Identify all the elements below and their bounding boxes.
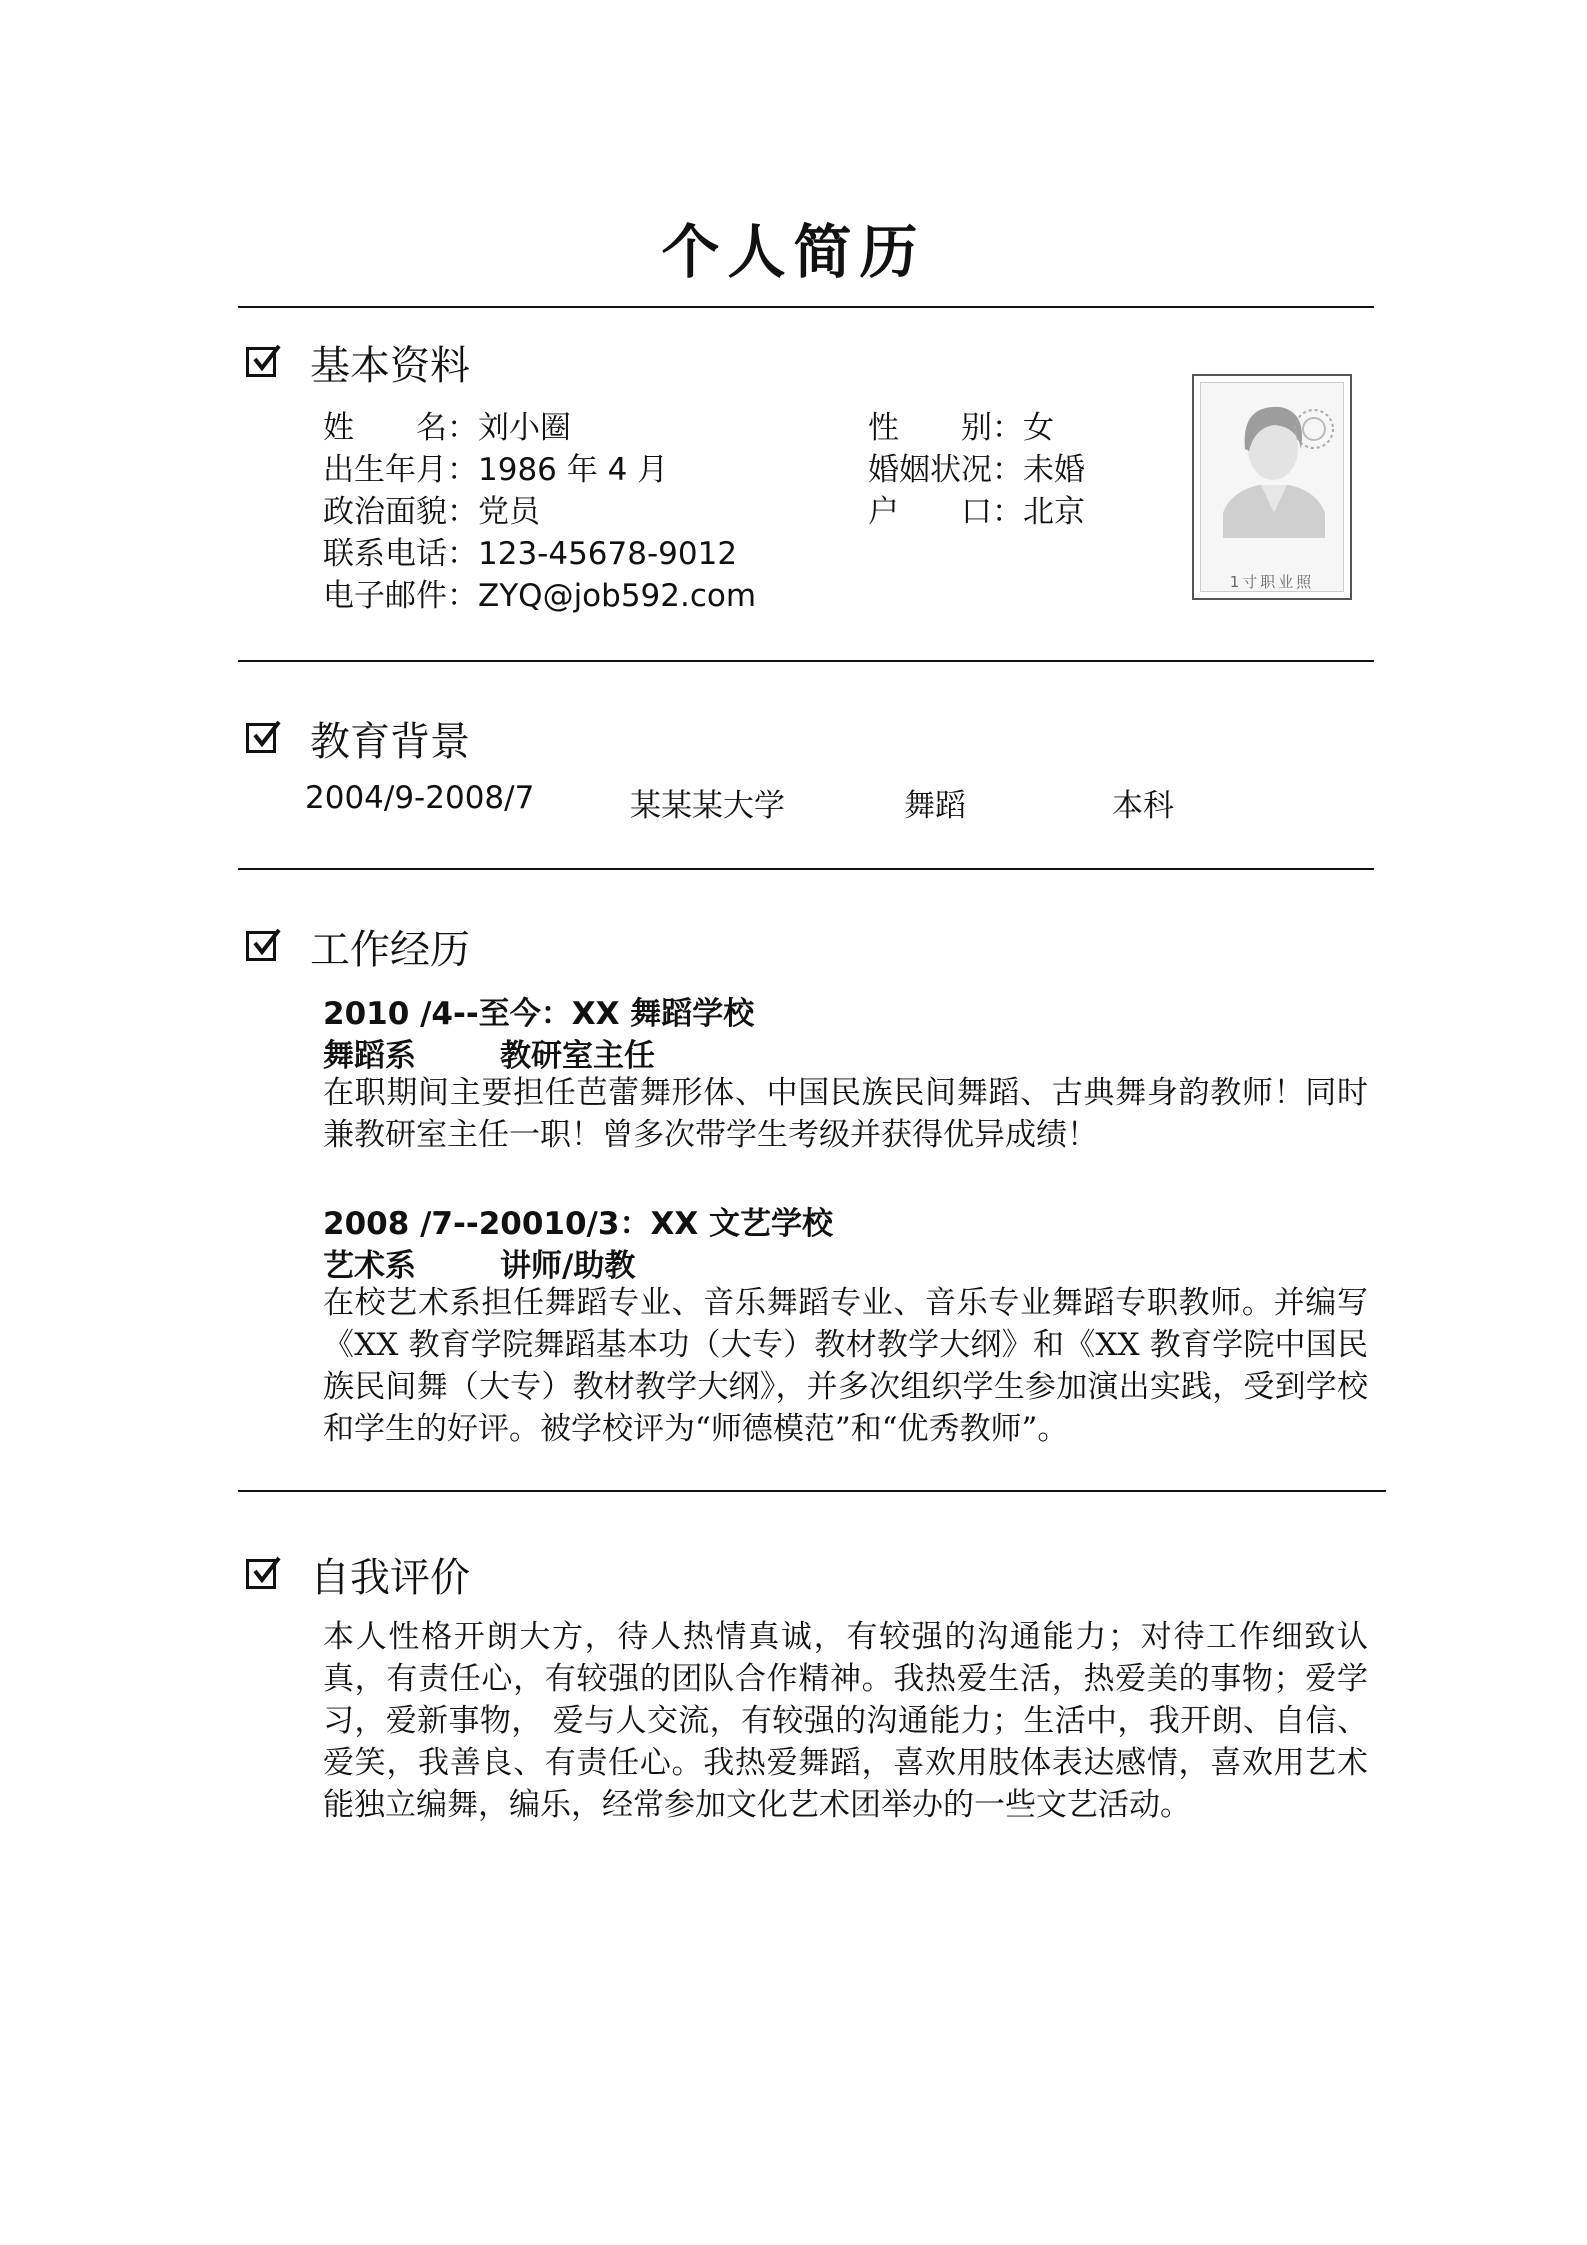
self-evaluation: 本人性格开朗大方，待人热情真诚，有较强的沟通能力；对待工作细致认真，有责任心，有较强的团队合作精神。我热爱生活，热爱美的事物；爱学习，爱新事物， 爱与人交流，有较强的沟通能力；生活中，我开朗、自信、爱笑，我善良、有责任心。我热爱舞蹈，喜欢用肢体表达感情，喜欢用艺术能独立编舞，编乐，经常参加文化艺术团举办的一些文艺活动。 [323, 1619, 1368, 1823]
field-email: 电子邮件：ZYQ@job592.com [323, 578, 757, 614]
checkbox-icon [246, 723, 276, 753]
edu-period: 2004/9-2008/7 [305, 780, 535, 816]
checkbox-icon [246, 931, 276, 961]
field-name: 姓 名：刘小圈 [323, 410, 571, 446]
field-birth: 出生年月：1986 年 4 月 [323, 452, 669, 488]
profile-photo [1192, 374, 1352, 600]
job-description: 在职期间主要担任芭蕾舞形体、中国民族民间舞蹈、古典舞身韵教师！同时兼教研室主任一职！曾多次带学生考级并获得优异成绩！ [323, 1075, 1368, 1153]
edu-school: 某某某大学 [630, 788, 785, 824]
divider [238, 306, 1374, 308]
section-heading-work [246, 918, 470, 974]
page-title: 个人简历 [661, 218, 926, 286]
section-heading-basic [246, 334, 470, 390]
job-header: 2008 /7--20010/3：XX 文艺学校 [323, 1206, 834, 1242]
checkbox-icon [246, 347, 276, 377]
job-dept: 艺术系 [323, 1248, 416, 1284]
avatar-icon [1201, 383, 1347, 563]
edu-degree: 本科 [1112, 788, 1174, 824]
job-header: 2010 /4--至今：XX 舞蹈学校 [323, 996, 755, 1032]
divider [238, 660, 1374, 662]
section-heading-education [246, 710, 470, 766]
field-political: 政治面貌：党员 [323, 494, 540, 530]
section-heading-self [246, 1546, 470, 1602]
photo-frame [1200, 382, 1344, 592]
field-gender: 性 别：女 [868, 410, 1054, 446]
divider [238, 868, 1374, 870]
field-marital: 婚姻状况：未婚 [868, 452, 1085, 488]
section-title: 教育背景 [310, 718, 470, 765]
edu-major: 舞蹈 [904, 788, 966, 824]
divider [238, 1490, 1386, 1492]
section-title: 自我评价 [310, 1554, 470, 1601]
photo-caption: 1寸职业照 [1229, 573, 1315, 591]
job-role: 讲师/助教 [500, 1248, 636, 1284]
job-description: 在校艺术系担任舞蹈专业、音乐舞蹈专业、音乐专业舞蹈专职教师。并编写《XX 教育学院舞蹈基本功（大专）教材教学大纲》和《XX 教育学院中国民族民间舞（大专）教材教学大纲》，并多次组织学生参加演出实践，受到学校和学生的好评。被学校评为“师德模范”和“优秀教师”。 [323, 1285, 1368, 1447]
field-hukou: 户 口：北京 [868, 494, 1085, 530]
checkbox-icon [246, 1559, 276, 1589]
field-phone: 联系电话：123-45678-9012 [323, 536, 738, 572]
section-title: 工作经历 [310, 926, 470, 973]
section-title: 基本资料 [310, 342, 470, 389]
job-dept: 舞蹈系 [323, 1038, 416, 1074]
job-role: 教研室主任 [500, 1038, 655, 1074]
